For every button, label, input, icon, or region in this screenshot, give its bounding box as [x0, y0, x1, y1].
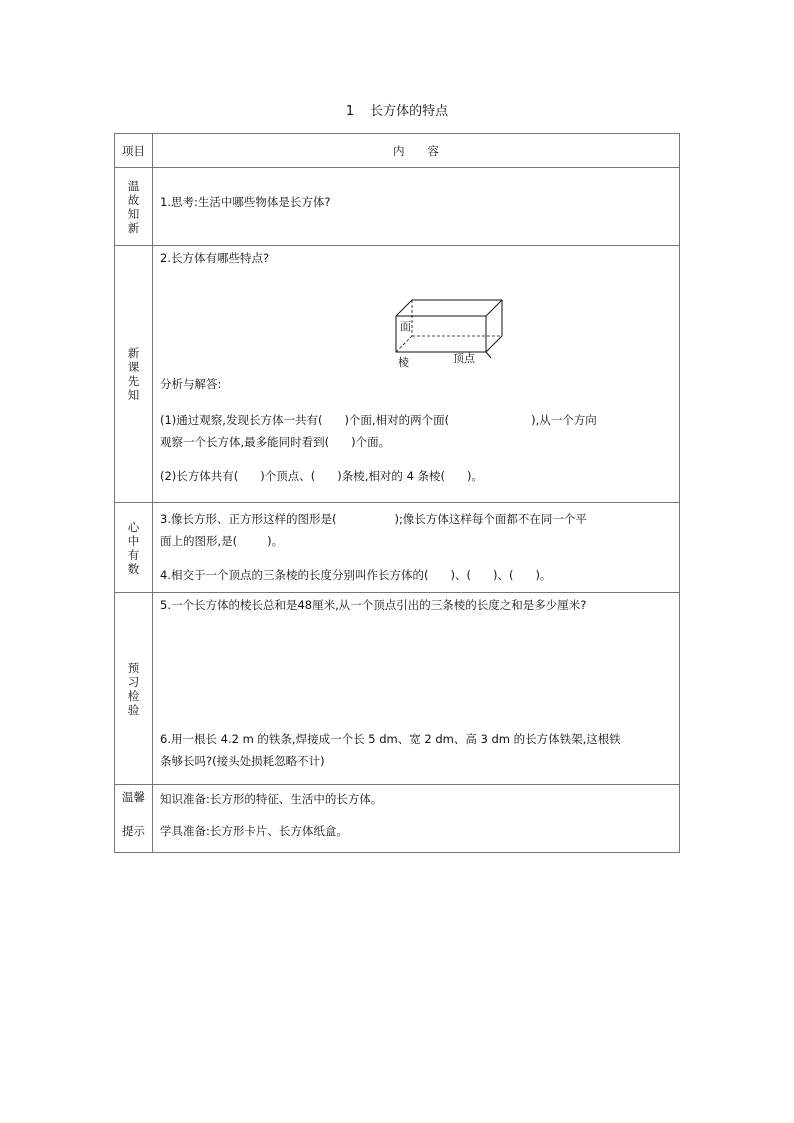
figure-label-vertex: 顶点: [453, 352, 475, 365]
section-review-content: [153, 168, 680, 246]
header-item: 项目: [115, 134, 153, 168]
tips-knowledge: 知识准备:长方形的特征、生活中的长方体。: [160, 792, 383, 806]
section-preview-content: [153, 246, 680, 503]
question-4: 4.相交于一个顶点的三条棱的长度分别叫作长方体的( )、( )、( )。: [160, 568, 552, 582]
question-3-line-1: 3.像长方形、正方形这样的图形是( );像长方体这样每个面都不在同一个平: [160, 512, 587, 526]
lesson-title: 长方体的特点: [370, 104, 449, 119]
figure-label-edge: 棱: [398, 356, 409, 369]
part-1-line-1: (1)通过观察,发现长方体一共有( )个面,相对的两个面( ),从一个方向: [160, 413, 597, 427]
part-1-line-2: 观察一个长方体,最多能同时看到( )个面。: [160, 435, 391, 449]
lesson-number: 1: [345, 104, 355, 119]
figure-label-face: 面: [400, 320, 411, 333]
section-check-label: 预习检验: [115, 593, 153, 785]
question-6-line-1: 6.用一根长 4.2 m 的铁条,焊接成一个长 5 dm、宽 2 dm、高 3 dm 的长方体铁架,这根铁: [160, 732, 621, 746]
question-6-line-2: 条够长吗?(接头处损耗忽略不计): [160, 754, 325, 768]
section-review-label: 温故知新: [115, 168, 153, 246]
question-1: 1.思考:生活中哪些物体是长方体?: [160, 195, 331, 209]
question-2: 2.长方体有哪些特点?: [160, 251, 270, 265]
cuboid-figure: [353, 282, 503, 368]
analysis-heading: 分析与解答:: [160, 377, 222, 391]
section-preview-label: 新课先知: [115, 246, 153, 503]
tips-label-top: 温馨: [122, 790, 145, 804]
question-5: 5.一个长方体的棱长总和是48厘米,从一个顶点引出的三条棱的长度之和是多少厘米?: [160, 598, 587, 612]
part-2-line: (2)长方体共有( )个顶点、( )条棱,相对的 4 条棱( )。: [160, 469, 484, 483]
section-mind-content: [153, 503, 680, 593]
header-content: 内 容: [153, 134, 680, 168]
lesson-table: [114, 133, 680, 853]
question-3-line-2: 面上的图形,是( )。: [160, 534, 284, 548]
section-tips-label: [115, 785, 153, 853]
section-check-content: [153, 593, 680, 785]
section-mind-label: 心中有数: [115, 503, 153, 593]
section-tips-content: [153, 785, 680, 853]
tips-tools: 学具准备:长方形卡片、长方体纸盒。: [160, 824, 348, 838]
page-title: [0, 100, 794, 119]
tips-label-bottom: 提示: [122, 824, 145, 838]
